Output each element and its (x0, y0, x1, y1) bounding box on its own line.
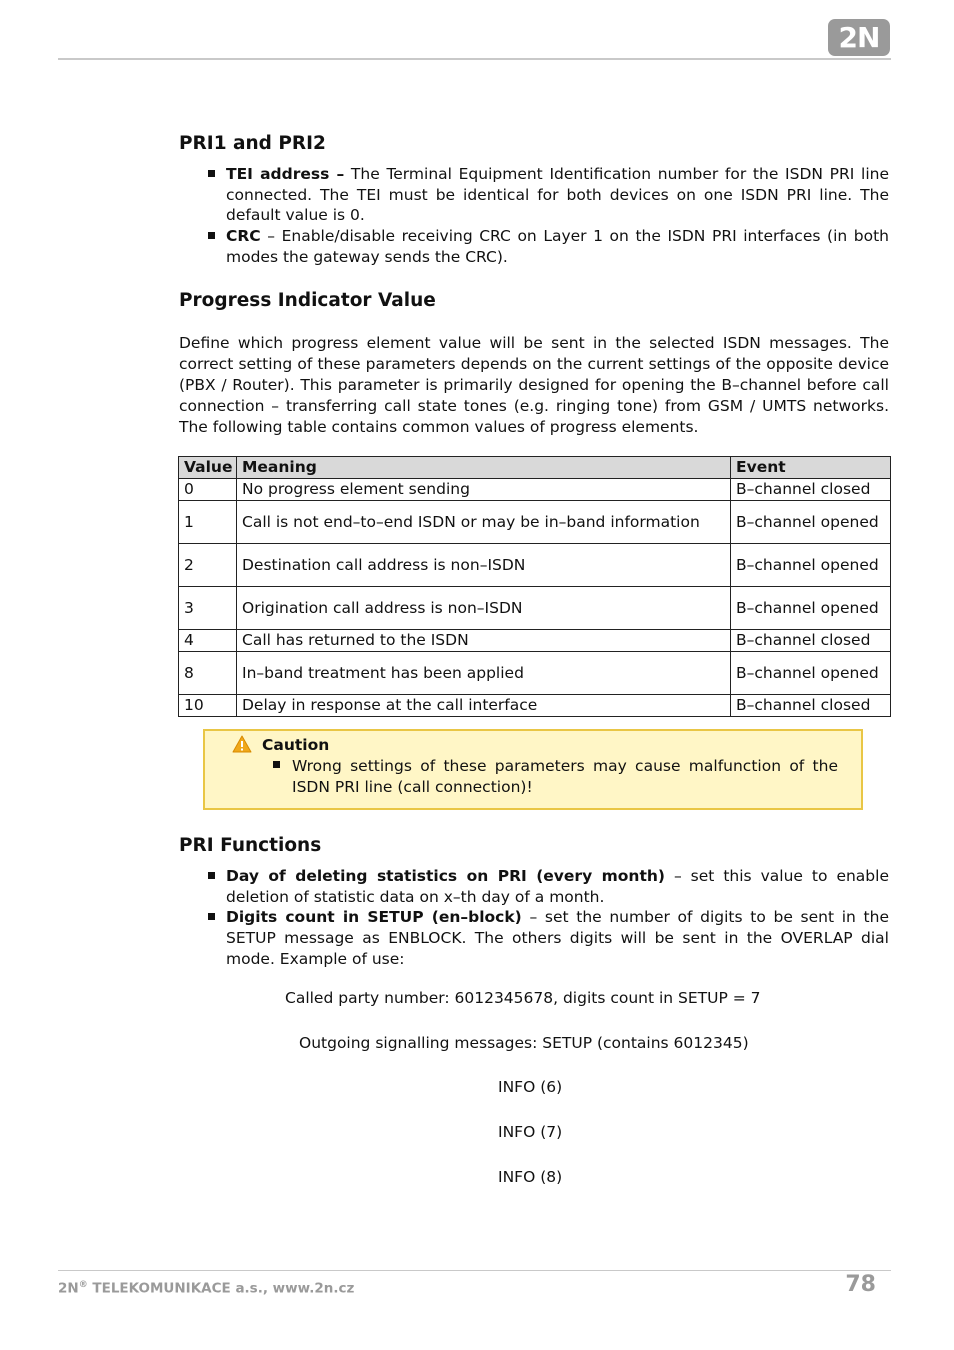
footer-registered-mark: ® (78, 1280, 88, 1290)
section-heading-functions: PRI Functions (179, 835, 322, 856)
cell-meaning: Origination call address is non–ISDN (237, 587, 731, 630)
cell-value: 2 (179, 544, 237, 587)
cell-value: 4 (179, 630, 237, 652)
example-line: Outgoing signalling messages: SETUP (contains 6012345) (299, 1034, 749, 1052)
cell-value: 0 (179, 479, 237, 501)
col-header-meaning: Meaning (237, 457, 731, 479)
term-day-of-deleting: Day of deleting statistics on PRI (every month) (226, 867, 665, 885)
table-row (179, 501, 891, 544)
item-text: – set the number of digits to be sent in the SETUP message as ENBLOCK. The others digits will be sent in the OVERLAP dial mode. Example of use: (226, 908, 889, 968)
term-digits-count: Digits count in SETUP (en–block) (226, 908, 522, 927)
caution-box (203, 729, 863, 810)
item-text: The Terminal Equipment Identification number for the ISDN PRI line connected. The TEI must be identical for both devices on one ISDN PRI line. The default value is 0. (226, 165, 890, 225)
term-crc: CRC (226, 227, 261, 246)
example-line: INFO (7) (498, 1123, 563, 1141)
list-item (208, 866, 889, 907)
warning-icon (232, 735, 252, 753)
footer-company (58, 1280, 354, 1297)
cell-meaning: Delay in response at the call interface (237, 695, 731, 717)
bullet-icon (208, 872, 215, 879)
progress-paragraph: Define which progress element value will be sent in the selected ISDN messages. The correct setting of these parameters depends on the current settings of the opposite device (PBX / Router). This parameter is primarily designed for opening the B–channel before call connection – transferring call state tones (e.g. ringing tone) from GSM / UMTS networks. The following table contains common values of progress elements. (179, 334, 889, 436)
cell-event: B–channel closed (731, 479, 891, 501)
cell-meaning: In–band treatment has been applied (237, 652, 731, 695)
bullet-icon (208, 232, 215, 239)
cell-meaning: Call has returned to the ISDN (237, 630, 731, 652)
functions-bullet-list (208, 866, 889, 970)
table-row (179, 630, 891, 652)
cell-meaning: No progress element sending (237, 479, 731, 501)
example-line: INFO (6) (498, 1078, 563, 1096)
company-logo: 2N (828, 19, 890, 56)
caution-item (292, 756, 838, 798)
item-text: – Enable/disable receiving CRC on Layer 1 on the ISDN PRI interfaces (in both modes the gateway sends the CRC). (226, 227, 889, 266)
section-heading-pri: PRI1 and PRI2 (179, 133, 326, 154)
footer-divider (58, 1270, 891, 1271)
col-header-value: Value (179, 457, 237, 479)
cell-value: 8 (179, 652, 237, 695)
footer-brand: 2N (58, 1280, 79, 1297)
cell-event: B–channel opened (731, 587, 891, 630)
cell-event: B–channel closed (731, 695, 891, 717)
table-row (179, 479, 891, 501)
table-row (179, 695, 891, 717)
caution-title: Caution (262, 736, 330, 754)
bullet-icon (208, 170, 215, 177)
bullet-icon (208, 913, 215, 920)
cell-event: B–channel opened (731, 652, 891, 695)
cell-event: B–channel opened (731, 544, 891, 587)
cell-meaning: Destination call address is non–ISDN (237, 544, 731, 587)
caution-text: Wrong settings of these parameters may cause malfunction of the ISDN PRI line (call connection)! (292, 757, 838, 796)
cell-value: 1 (179, 501, 237, 544)
table-row (179, 652, 891, 695)
table-row (179, 587, 891, 630)
list-item (208, 907, 889, 969)
cell-event: B–channel opened (731, 501, 891, 544)
progress-table (178, 456, 891, 717)
table-header-row (179, 457, 891, 479)
example-line: Called party number: 6012345678, digits count in SETUP = 7 (285, 989, 761, 1007)
pri-bullet-list (208, 164, 889, 268)
table-row (179, 544, 891, 587)
cell-event: B–channel closed (731, 630, 891, 652)
example-line: INFO (8) (498, 1168, 563, 1186)
section-heading-progress: Progress Indicator Value (179, 290, 436, 311)
term-tei-address: TEI address – (226, 165, 345, 183)
footer-company-name: TELEKOMUNIKACE a.s., www.2n.cz (87, 1280, 355, 1297)
cell-value: 3 (179, 587, 237, 630)
list-item (208, 164, 889, 226)
cell-meaning: Call is not end–to–end ISDN or may be in–band information (237, 501, 731, 544)
list-item (208, 226, 889, 267)
bullet-icon (273, 761, 280, 768)
cell-value: 10 (179, 695, 237, 717)
col-header-event: Event (731, 457, 891, 479)
header-divider (58, 58, 891, 60)
item-text: – set this value to enable deletion of statistic data on x–th day of a month. (226, 867, 889, 906)
page-number: 78 (845, 1272, 876, 1297)
